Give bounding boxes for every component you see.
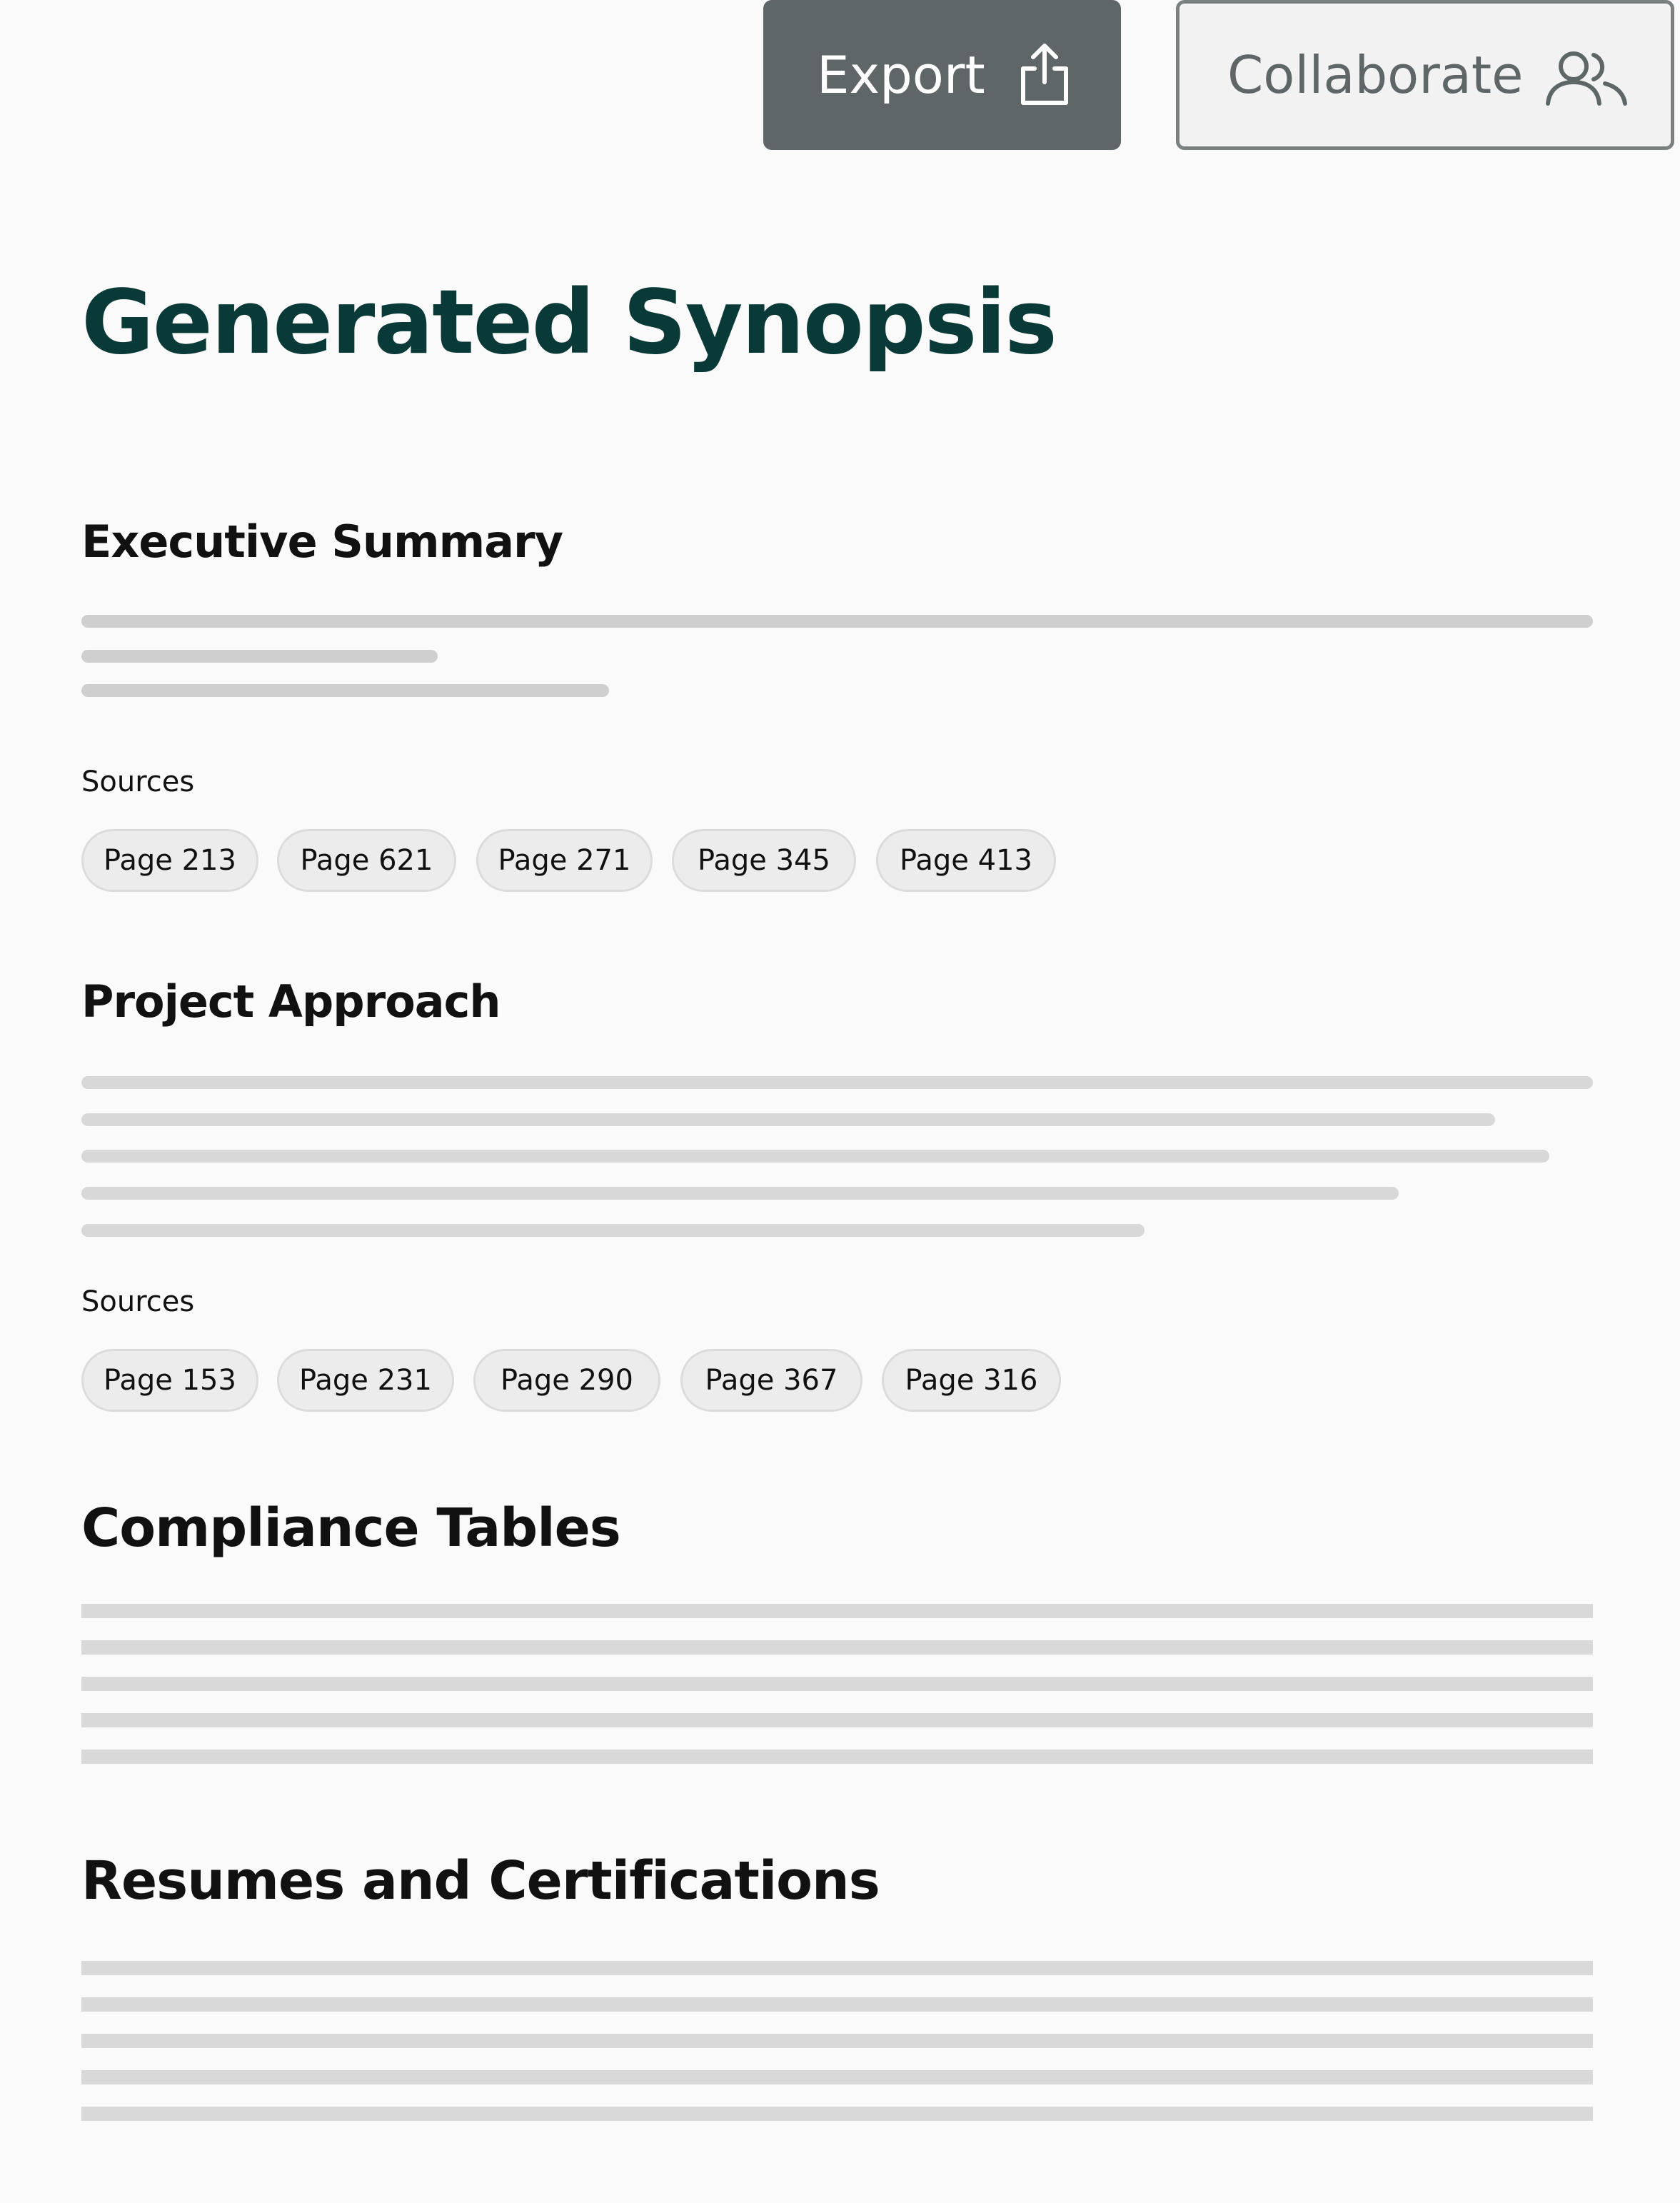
text-placeholder-line <box>81 1224 1145 1237</box>
export-button-label: Export <box>817 45 985 105</box>
source-chip[interactable]: Page 345 <box>672 829 856 892</box>
text-placeholder-line <box>81 1750 1593 1764</box>
text-placeholder-line <box>81 1640 1593 1655</box>
collaborate-button-label: Collaborate <box>1227 45 1524 105</box>
source-chip[interactable]: Page 367 <box>680 1349 862 1412</box>
text-placeholder-line <box>81 2034 1593 2048</box>
text-placeholder-line <box>81 1187 1399 1200</box>
source-chip[interactable]: Page 290 <box>473 1349 660 1412</box>
text-placeholder-line <box>81 2107 1593 2121</box>
text-placeholder-line <box>81 1076 1593 1089</box>
text-placeholder-line <box>81 1150 1549 1163</box>
text-placeholder-line <box>81 1604 1593 1618</box>
text-placeholder-line <box>81 1713 1593 1727</box>
text-placeholder-line <box>81 1997 1593 2012</box>
sources-label: Sources <box>81 766 195 798</box>
text-placeholder-line <box>81 684 609 697</box>
section-heading-executive-summary: Executive Summary <box>81 516 563 568</box>
text-placeholder-line <box>81 615 1593 628</box>
section-heading-compliance-tables: Compliance Tables <box>81 1497 620 1559</box>
source-chip[interactable]: Page 231 <box>277 1349 454 1412</box>
text-placeholder-line <box>81 650 438 663</box>
source-chip[interactable]: Page 213 <box>81 829 258 892</box>
source-chip[interactable]: Page 153 <box>81 1349 258 1412</box>
collaborate-button[interactable] <box>1176 0 1674 150</box>
source-chip[interactable]: Page 271 <box>476 829 653 892</box>
text-placeholder-line <box>81 2070 1593 2084</box>
section-heading-resumes-and-certifications: Resumes and Certifications <box>81 1850 880 1912</box>
page-title: Generated Synopsis <box>81 271 1056 374</box>
source-chip[interactable]: Page 413 <box>876 829 1056 892</box>
source-chip[interactable]: Page 316 <box>882 1349 1061 1412</box>
text-placeholder-line <box>81 1961 1593 1975</box>
section-heading-project-approach: Project Approach <box>81 975 501 1028</box>
export-button[interactable] <box>763 0 1121 150</box>
text-placeholder-line <box>81 1677 1593 1691</box>
sources-label: Sources <box>81 1285 195 1318</box>
users-icon <box>1544 49 1629 106</box>
share-upload-icon <box>1016 43 1073 107</box>
text-placeholder-line <box>81 1113 1495 1126</box>
source-chip[interactable]: Page 621 <box>277 829 456 892</box>
